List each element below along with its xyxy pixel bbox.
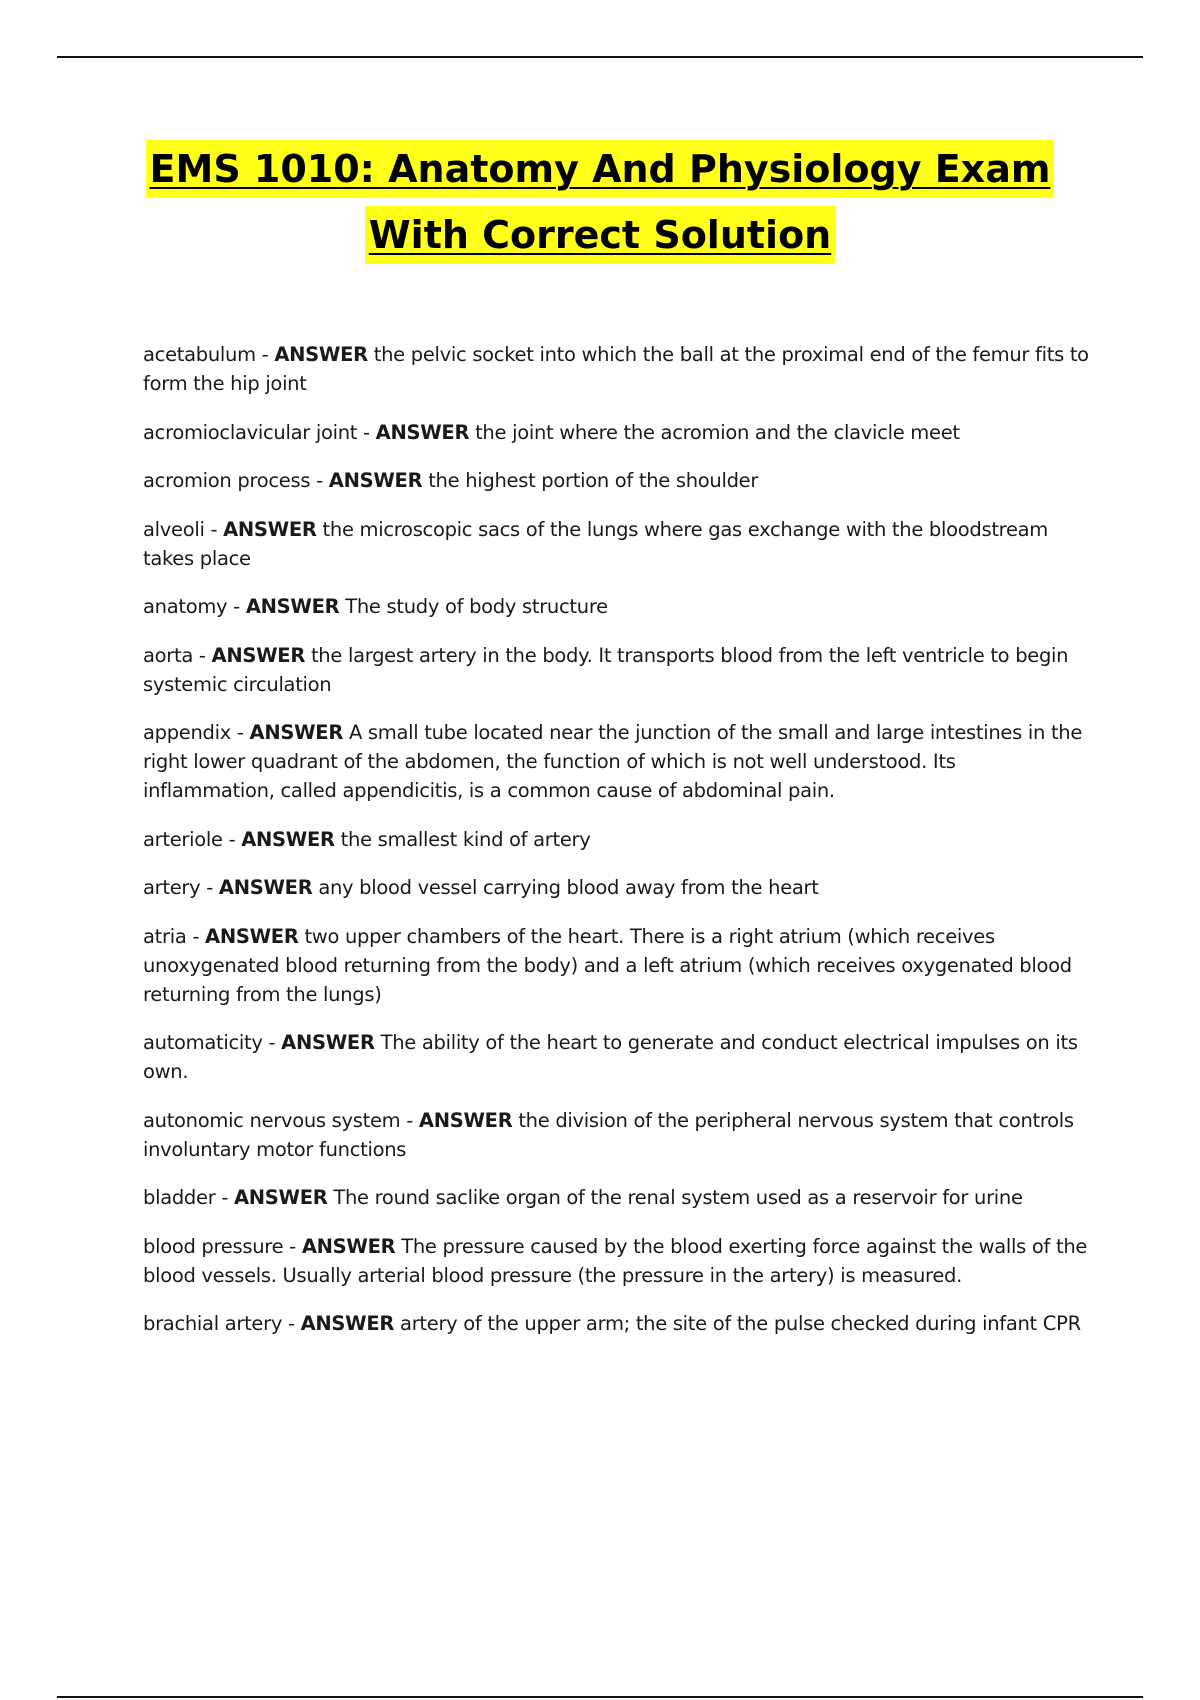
glossary-entry bbox=[143, 641, 1093, 699]
header-rule bbox=[57, 56, 1143, 58]
entry-definition: the largest artery in the body. It transports blood from the left ventricle to begin systemic circulation bbox=[143, 643, 1069, 696]
entry-separator: - bbox=[222, 827, 242, 851]
glossary-list bbox=[143, 340, 1093, 1358]
entry-separator: - bbox=[204, 517, 224, 541]
answer-keyword: ANSWER bbox=[245, 595, 340, 618]
entry-definition: the joint where the acromion and the clavicle meet bbox=[469, 420, 960, 444]
entry-definition: The ability of the heart to generate and conduct electrical impulses on its own. bbox=[143, 1031, 1078, 1083]
glossary-entry bbox=[143, 1232, 1093, 1290]
entry-term: blood pressure bbox=[143, 1234, 284, 1258]
entry-separator: - bbox=[283, 1234, 302, 1258]
entry-definition: the smallest kind of artery bbox=[334, 827, 591, 851]
entry-separator: - bbox=[186, 924, 206, 948]
answer-keyword: ANSWER bbox=[249, 721, 344, 744]
answer-keyword: ANSWER bbox=[233, 1186, 328, 1209]
entry-term: arteriole bbox=[143, 827, 223, 851]
entry-term: aorta bbox=[143, 643, 193, 667]
entry-term: appendix bbox=[143, 721, 231, 744]
glossary-entry bbox=[143, 466, 1093, 495]
glossary-entry bbox=[143, 825, 1093, 854]
answer-keyword: ANSWER bbox=[218, 876, 313, 899]
entry-definition: two upper chambers of the heart. There is a right atrium (which receives unoxygenated blood returning from the body) and a left atrium (which receives oxygenated blood returning from the lungs) bbox=[143, 924, 1072, 1006]
entry-separator: - bbox=[282, 1312, 301, 1335]
answer-keyword: ANSWER bbox=[301, 1234, 396, 1258]
document-title bbox=[0, 140, 1200, 272]
entry-definition: the division of the peripheral nervous system that controls involuntary motor functions bbox=[143, 1108, 1074, 1161]
glossary-entry bbox=[143, 1183, 1093, 1212]
glossary-entry bbox=[143, 873, 1093, 902]
entry-definition: the pelvic socket into which the ball at the proximal end of the femur fits to form the hip joint bbox=[143, 343, 1089, 395]
glossary-entry bbox=[143, 922, 1093, 1009]
entry-separator: - bbox=[400, 1108, 419, 1132]
glossary-entry bbox=[143, 418, 1093, 447]
entry-term: anatomy bbox=[143, 595, 228, 618]
entry-term: autonomic nervous system bbox=[143, 1108, 401, 1132]
entry-separator: - bbox=[357, 420, 376, 444]
entry-definition: The study of body structure bbox=[339, 595, 608, 618]
entry-separator: - bbox=[310, 469, 329, 492]
entry-separator: - bbox=[255, 343, 275, 366]
answer-keyword: ANSWER bbox=[328, 469, 423, 492]
glossary-entry bbox=[143, 1106, 1093, 1164]
entry-separator: - bbox=[231, 721, 250, 744]
answer-keyword: ANSWER bbox=[300, 1312, 395, 1335]
entry-term: acetabulum bbox=[143, 343, 256, 366]
entry-definition: The round saclike organ of the renal system used as a reservoir for urine bbox=[327, 1186, 1023, 1209]
footer-rule bbox=[57, 1696, 1143, 1698]
answer-keyword: ANSWER bbox=[418, 1108, 513, 1132]
glossary-entry bbox=[143, 1028, 1093, 1086]
entry-separator: - bbox=[215, 1186, 234, 1209]
entry-definition: any blood vessel carrying blood away from the heart bbox=[312, 876, 819, 899]
entry-term: alveoli bbox=[143, 517, 205, 541]
answer-keyword: ANSWER bbox=[205, 924, 299, 948]
answer-keyword: ANSWER bbox=[375, 420, 470, 444]
entry-separator: - bbox=[193, 643, 212, 667]
answer-keyword: ANSWER bbox=[274, 343, 368, 366]
title-line-1: EMS 1010: Anatomy And Physiology Exam bbox=[146, 140, 1055, 198]
glossary-entry bbox=[143, 718, 1093, 805]
entry-definition: The pressure caused by the blood exerting force against the walls of the blood vessels. Usually arterial blood pressure (the pressure in the artery) is measured. bbox=[143, 1234, 1088, 1287]
entry-separator: - bbox=[200, 876, 219, 899]
entry-term: automaticity bbox=[143, 1031, 263, 1054]
entry-definition: A small tube located near the junction of the small and large intestines in the right lower quadrant of the abdomen, the function of which is not well understood. Its inflammation, called appendicitis, is a common cause of abdominal pain. bbox=[143, 721, 1083, 802]
entry-term: bladder bbox=[143, 1186, 216, 1209]
glossary-entry bbox=[143, 1309, 1093, 1338]
answer-keyword: ANSWER bbox=[281, 1031, 375, 1054]
entry-term: brachial artery bbox=[143, 1312, 283, 1335]
title-line-2: With Correct Solution bbox=[365, 206, 835, 264]
entry-term: acromion process bbox=[143, 469, 311, 492]
glossary-entry bbox=[143, 340, 1093, 398]
entry-definition: artery of the upper arm; the site of the pulse checked during infant CPR bbox=[394, 1312, 1081, 1335]
entry-definition: the microscopic sacs of the lungs where gas exchange with the bloodstream takes place bbox=[143, 517, 1049, 570]
entry-term: artery bbox=[143, 876, 201, 899]
glossary-entry bbox=[143, 592, 1093, 621]
entry-separator: - bbox=[227, 595, 246, 618]
answer-keyword: ANSWER bbox=[223, 517, 317, 541]
glossary-entry bbox=[143, 515, 1093, 573]
entry-definition: the highest portion of the shoulder bbox=[422, 469, 759, 492]
entry-term: atria bbox=[143, 924, 187, 948]
entry-separator: - bbox=[262, 1031, 282, 1054]
answer-keyword: ANSWER bbox=[241, 827, 335, 851]
answer-keyword: ANSWER bbox=[211, 643, 306, 667]
entry-term: acromioclavicular joint bbox=[143, 420, 358, 444]
